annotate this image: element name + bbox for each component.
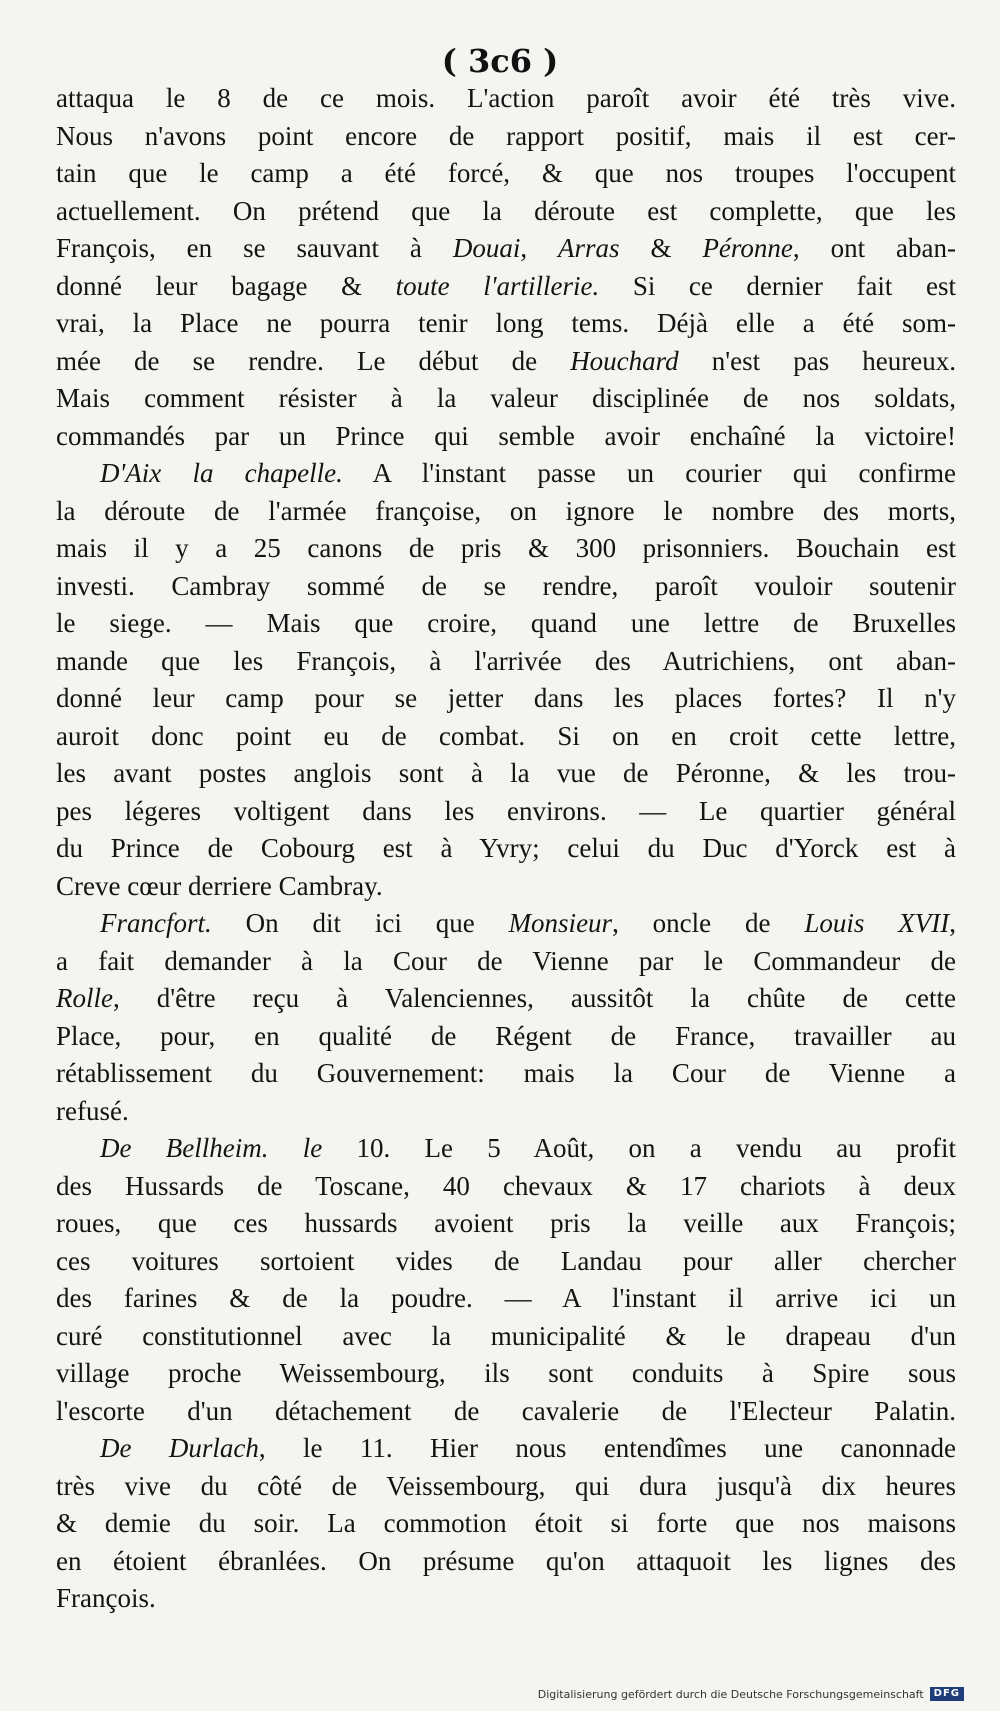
text-span: , oncle de <box>612 908 805 938</box>
text-span: tain que le camp a été forcé, & que nos troupes l'occupent <box>56 158 956 188</box>
text-span: curé constitutionnel avec la municipalité & le drapeau d'un <box>56 1320 956 1351</box>
text-span: attaqua le 8 de ce mois. L'action paroît avoir été très vive. <box>56 83 956 113</box>
italic-text: toute l'artillerie. <box>395 270 600 301</box>
text-span: l'escorte d'un détachement de cavalerie de l'Electeur Palatin. <box>56 1395 956 1426</box>
text-line <box>56 1355 956 1393</box>
text-span: Mais comment résister à la valeur disciplinée de nos soldats, <box>56 383 956 413</box>
text-span: mais il y a 25 canons de pris & 300 prisonniers. Bouchain est <box>56 533 956 563</box>
text-line <box>56 1018 956 1056</box>
text-span: , <box>949 908 956 938</box>
text-span: le siege. — Mais que croire, quand une lettre de Bruxelles <box>56 608 956 638</box>
text-span: 10. Le 5 Août, on a vendu au profit <box>322 1133 956 1163</box>
text-line <box>56 568 956 606</box>
text-line <box>56 268 956 306</box>
text-line <box>56 1055 956 1093</box>
text-line <box>56 1168 956 1206</box>
italic-text: Francfort. <box>100 908 212 938</box>
text-span: , <box>520 233 559 263</box>
text-line <box>56 305 956 343</box>
text-span: François. <box>56 1583 156 1613</box>
text-line <box>56 1093 956 1131</box>
text-line <box>56 380 956 418</box>
text-span: & <box>619 233 703 263</box>
text-line <box>56 493 956 531</box>
text-span: investi. Cambray sommé de se rendre, paroît vouloir soutenir <box>56 570 956 601</box>
italic-text: De Bellheim. le <box>100 1133 323 1163</box>
text-line <box>56 1318 956 1356</box>
text-line <box>56 680 956 718</box>
text-span: roues, que ces hussards avoient pris la veille aux François; <box>56 1208 956 1238</box>
digitization-credit <box>538 1687 964 1701</box>
text-line <box>56 868 956 906</box>
italic-text: Houchard <box>570 345 679 376</box>
text-span: très vive du côté de Veissembourg, qui dura jusqu'à dix heures <box>56 1470 956 1501</box>
italic-text: D'Aix la chapelle. <box>100 458 343 488</box>
text-span: n'est pas heureux. <box>678 345 956 376</box>
italic-text: Péronne <box>702 233 793 263</box>
text-span: la déroute de l'armée françoise, on ignore le nombre des morts, <box>56 495 956 526</box>
text-line <box>56 1505 956 1543</box>
text-span: Creve cœur derriere Cambray. <box>56 870 383 901</box>
text-span: auroit donc point eu de combat. Si on en croit cette lettre, <box>56 720 956 751</box>
italic-text: Monsieur <box>508 908 613 938</box>
text-line <box>56 1393 956 1431</box>
text-span: mée de se rendre. Le début de <box>56 345 571 376</box>
text-span: des Hussards de Toscane, 40 chevaux & 17 chariots à deux <box>56 1170 956 1201</box>
text-span: actuellement. On prétend que la déroute est complette, que les <box>56 195 956 226</box>
text-span: , ont aban- <box>792 233 956 263</box>
text-line <box>56 1205 956 1243</box>
text-span: donné leur bagage & <box>56 270 396 301</box>
text-span: vrai, la Place ne pourra tenir long tems. Déjà elle a été som- <box>56 308 956 338</box>
text-line <box>56 718 956 756</box>
text-span: rétablissement du Gouvernement: mais la Cour de Vienne a <box>56 1058 956 1088</box>
text-span: ces voitures sortoient vides de Landau pour aller chercher <box>56 1245 956 1276</box>
text-line <box>56 155 956 193</box>
dfg-logo-icon: DFG <box>930 1687 964 1701</box>
italic-text: Douai <box>452 233 521 263</box>
text-span: village proche Weissembourg, ils sont conduits à Spire sous <box>56 1358 956 1388</box>
text-span: des farines & de la poudre. — A l'instant il arrive ici un <box>56 1283 956 1313</box>
text-span: Nous n'avons point encore de rapport positif, mais il est cer- <box>56 120 956 151</box>
text-line <box>56 455 956 493</box>
text-line <box>56 943 956 981</box>
text-line <box>56 118 956 156</box>
italic-text: De Durlach <box>100 1433 259 1463</box>
text-span: Si ce dernier fait est <box>599 270 956 301</box>
italic-text: Rolle <box>56 983 113 1013</box>
text-span: refusé. <box>56 1095 129 1126</box>
text-line <box>56 343 956 381</box>
text-span: en étoient ébranlées. On présume qu'on attaquoit les lignes des <box>56 1545 956 1576</box>
text-span: Place, pour, en qualité de Régent de France, travailler au <box>56 1020 956 1051</box>
text-span: A l'instant passe un courier qui confirme <box>342 458 956 488</box>
text-span: donné leur camp pour se jetter dans les places fortes? Il n'y <box>56 683 956 713</box>
text-line <box>56 193 956 231</box>
text-line <box>56 793 956 831</box>
text-line <box>56 643 956 681</box>
text-line <box>56 530 956 568</box>
text-span: , le 11. Hier nous entendîmes une canonnade <box>258 1433 956 1463</box>
text-span: On dit ici que <box>211 908 509 938</box>
text-line <box>56 1130 956 1168</box>
text-span: les avant postes anglois sont à la vue de Péronne, & les trou- <box>56 758 956 788</box>
text-line <box>56 1280 956 1318</box>
page-number: ( 3c6 ) <box>441 42 559 80</box>
text-span: mande que les François, à l'arrivée des Autrichiens, ont aban- <box>56 645 956 676</box>
text-span: a fait demander à la Cour de Vienne par le Commandeur de <box>56 945 956 976</box>
credit-text: Digitalisierung gefördert durch die Deutsche Forschungsgemeinschaft <box>537 1687 924 1701</box>
italic-text: Louis XVII <box>804 908 950 938</box>
text-line <box>56 980 956 1018</box>
text-line <box>56 1580 956 1618</box>
text-span: pes légeres voltigent dans les environs. — Le quartier général <box>56 795 956 826</box>
text-line <box>56 1430 956 1468</box>
text-line <box>56 1543 956 1581</box>
text-line <box>56 755 956 793</box>
text-line <box>56 905 956 943</box>
text-span: du Prince de Cobourg est à Yvry; celui du Duc d'Yorck est à <box>56 833 956 863</box>
text-line <box>56 418 956 456</box>
text-span: commandés par un Prince qui semble avoir enchaîné la victoire! <box>56 420 956 451</box>
text-span: , d'être reçu à Valenciennes, aussitôt la chûte de cette <box>112 983 956 1013</box>
text-line <box>56 230 956 268</box>
body-text <box>56 80 956 1618</box>
italic-text: Arras <box>558 233 620 263</box>
text-line <box>56 830 956 868</box>
text-span: François, en se sauvant à <box>56 233 453 263</box>
text-line <box>56 1468 956 1506</box>
text-line <box>56 1243 956 1281</box>
text-line <box>56 80 956 118</box>
text-span: & demie du soir. La commotion étoit si forte que nos maisons <box>56 1508 956 1538</box>
text-line <box>56 605 956 643</box>
